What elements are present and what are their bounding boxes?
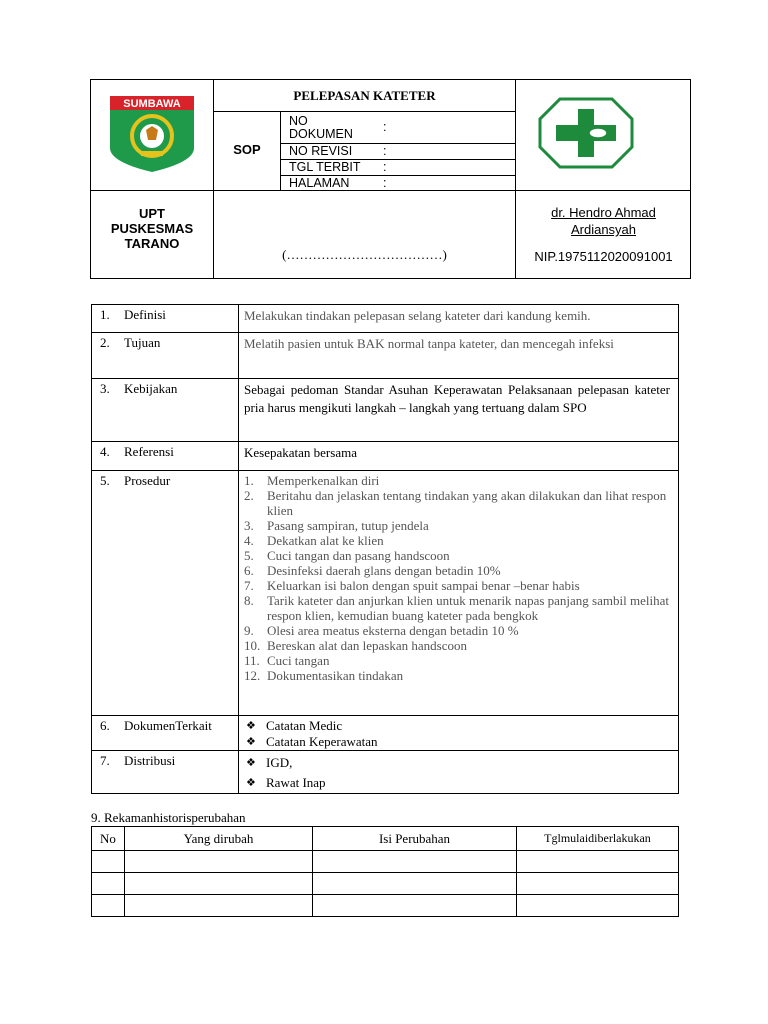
section-title: Referensi [124,444,174,459]
row-definisi [92,305,679,333]
doctor-name [516,204,691,238]
table-cell [92,873,125,895]
emblem-cell [515,80,691,191]
meta-label: NO REVISI [289,144,353,158]
list-item: ❖ Catatan Keperawatan [244,734,670,750]
procedure-step: 2. Beritahu dan jelaskan tentang tindakan yang akan dilakukan dan lihat respon klien [244,488,667,518]
column-header: Yang dirubah [125,827,313,851]
definisi-text: Melakukan tindakan pelepasan selang kateter dari kandung kemih. [239,305,679,333]
row-referensi [92,442,679,471]
section-label [92,716,239,751]
procedure-step: 4. Dekatkan alat ke klien [244,533,384,548]
table-cell [92,851,125,873]
history-title: 9. Rekamanhistorisperubahan [91,810,246,825]
sop-label: SOP [214,112,281,191]
logo-banner-text: SUMBAWA [123,98,181,110]
meta-colon: : [383,144,387,158]
referensi-text: Kesepakatan bersama [239,442,679,471]
section-label [92,305,239,333]
logo-cell [91,80,214,191]
doctor-nip: NIP.197511202009100​1 [534,249,673,264]
table-cell [517,851,679,873]
sumbawa-logo [108,96,198,174]
procedure-step: 11. Cuci tangan [244,653,330,668]
document-meta [281,112,515,191]
history-header-row [92,827,679,851]
meta-colon: : [383,176,387,190]
section-title: Definisi [124,307,166,322]
doctor-cell [515,191,691,279]
doctor-name-line: Ardiansyah [570,222,637,237]
meta-row-no-revisi [281,144,515,160]
list-item: ❖ Catatan Medic [244,718,670,734]
column-header: Isi Perubahan [313,827,517,851]
signature-cell [214,191,515,279]
procedure-step: 5. Cuci tangan dan pasang handscoon [244,548,450,563]
tujuan-text: Melatih pasien untuk BAK normal tanpa kateter, dan mencegah infeksi [239,333,679,379]
section-title: Tujuan [124,335,161,350]
meta-label: TGL TERBIT [289,160,361,174]
signature-placeholder: (………………………………) [282,247,447,262]
table-row [92,873,679,895]
row-dokumen-terkait [92,716,679,751]
procedure-step: 7. Keluarkan isi balon dengan spuit sampai benar –benar habis [244,578,580,593]
procedure-step: 3. Pasang sampiran, tutup jendela [244,518,429,533]
procedure-step: 10. Bereskan alat dan lepaskan handscoon [244,638,467,653]
table-cell [125,895,313,917]
procedure-step: 9. Olesi area meatus eksterna dengan betadin 10 % [244,623,519,638]
distribution-list [244,753,670,793]
section-number: 6. [100,718,110,733]
table-row [92,895,679,917]
title-cell [214,80,515,112]
change-history-table [91,826,679,917]
section-label [92,379,239,442]
meta-label: NO DOKUMEN [289,114,353,141]
section-number: 1. [100,307,110,322]
sop-header-table [90,79,691,279]
section-label [92,442,239,471]
row-kebijakan [92,379,679,442]
table-cell [92,895,125,917]
section-label [92,751,239,794]
meta-colon: : [383,160,387,174]
row-tujuan [92,333,679,379]
meta-colon: : [383,120,387,134]
prosedur-steps-cell [239,471,679,716]
doctor-name-line: dr. Hendro Ahmad [551,205,656,220]
section-title: Kebijakan [124,381,178,396]
section-number: 4. [100,444,110,459]
kebijakan-text: Sebagai pedoman Standar Asuhan Keperawatan Pelaksanaan pelepasan kateter pria harus mengikuti langkah – langkah yang tertuang dalam SPO [239,379,679,442]
meta-label: HALAMAN [289,176,350,190]
table-cell [313,873,517,895]
section-label [92,471,239,716]
org-line: TARANO [124,236,180,251]
document-title: PELEPASAN KATETER [293,88,436,103]
row-prosedur [92,471,679,716]
row-distribusi [92,751,679,794]
section-number: 2. [100,335,110,350]
org-line: PUSKESMAS [110,221,194,236]
org-line: UPT [139,206,165,221]
meta-row-no-dokumen [281,112,515,144]
organization-name [91,191,214,279]
section-label [92,333,239,379]
procedure-step: 8. Tarik kateter dan anjurkan klien untuk menarik napas panjang sambil melihat respon klien, kemudian buang kateter pada bengkok [244,593,669,623]
meta-row-halaman [281,176,515,191]
list-item: ❖ Rawat Inap [244,773,670,793]
related-documents-list [244,718,670,750]
list-item: ❖ IGD, [244,753,670,773]
meta-row-tgl-terbit [281,160,515,176]
procedure-step: 1. Memperkenalkan diri [244,473,380,488]
section-title: Distribusi [124,753,176,768]
section-number: 5. [100,473,110,488]
table-cell [313,895,517,917]
column-header: No [92,827,125,851]
table-row [92,851,679,873]
table-cell [517,895,679,917]
procedure-step: 12. Dokumentasikan tindakan [244,668,404,683]
section-title: DokumenTerkait [124,718,212,733]
table-cell [125,873,313,895]
column-header: Tglmulaidiberlakukan [517,827,679,851]
section-number: 7. [100,753,110,768]
dokumen-list-cell [239,716,679,751]
table-cell [125,851,313,873]
distribusi-list-cell [239,751,679,794]
puskesmas-cross-emblem [538,97,634,169]
sop-content-table [91,304,679,794]
section-title: Prosedur [124,473,171,488]
table-cell [313,851,517,873]
table-cell [517,873,679,895]
procedure-steps [244,473,670,683]
section-number: 3. [100,381,110,396]
procedure-step: 6. Desinfeksi daerah glans dengan betadin 10% [244,563,501,578]
